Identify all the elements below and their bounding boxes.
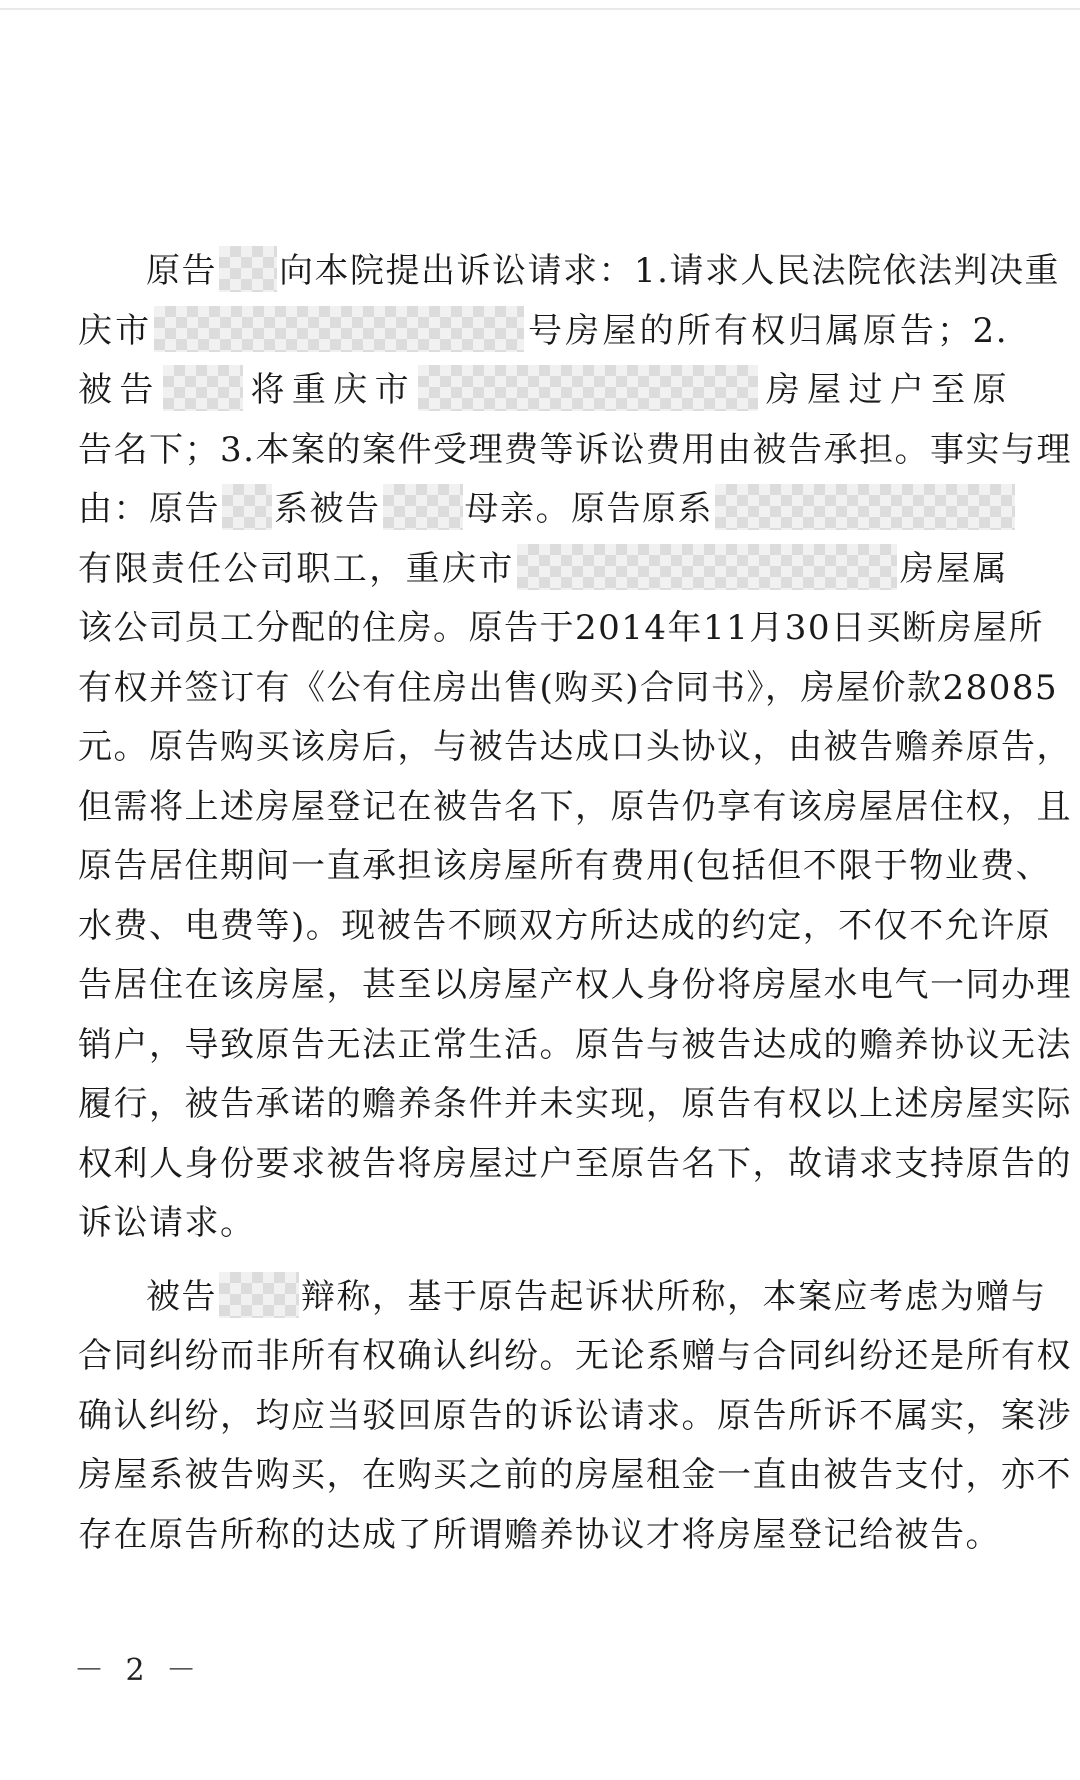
text-line: 原告居住期间一直承担该房屋所有费用(包括但不限于物业费、 [78, 846, 1052, 886]
redacted-name [222, 484, 272, 530]
text-line: 告名下；3.本案的案件受理费等诉讼费用由被告承担。事实与理 [78, 429, 1072, 470]
text-line: 该公司员工分配的住房。原告于2014年11月30日买断房屋所 [78, 608, 1045, 648]
text-line: 由：原告 系被告 母亲。原告原系 [78, 480, 1008, 540]
text-line: 销户，导致原告无法正常生活。原告与被告达成的赡养协议无法 [78, 1024, 1072, 1065]
text-line: 房屋系被告购买，在购买之前的房屋租金一直由被告支付，亦不 [78, 1455, 1072, 1495]
redacted-name [383, 484, 463, 530]
text-line: 被告 辩称，基于原告起诉状所称，本案应考虑为赠与 [78, 1268, 1008, 1328]
text-line: 被告 将重庆市 房屋过户至原 [78, 361, 1008, 421]
text-line: 合同纠纷而非所有权确认纠纷。无论系赠与合同纠纷还是所有权 [78, 1336, 1072, 1376]
plaintiff-claim-paragraph [78, 242, 1072, 1254]
text-line: 元。原告购买该房后，与被告达成口头协议，由被告赡养原告， [78, 727, 1072, 767]
text-line: 有限责任公司职工，重庆市 房屋属 [78, 540, 1008, 600]
redacted-name [219, 246, 277, 292]
text-line: 存在原告所称的达成了所谓赡养协议才将房屋登记给被告。 [78, 1514, 1001, 1555]
text-line: 履行，被告承诺的赡养条件并未实现，原告有权以上述房屋实际 [78, 1084, 1072, 1124]
redacted-address [517, 544, 897, 590]
redacted-address [418, 365, 758, 411]
defendant-response-paragraph [78, 1268, 1072, 1566]
text-line: 诉讼请求。 [78, 1203, 256, 1243]
top-border [0, 8, 1080, 10]
redacted-name [163, 365, 243, 411]
text-line: 确认纠纷，均应当驳回原告的诉讼请求。原告所诉不属实，案涉 [78, 1395, 1072, 1436]
text-line: 水费、电费等)。现被告不顾双方所达成的约定，不仅不允许原 [78, 905, 1052, 946]
redacted-company [715, 484, 1015, 530]
document-body [78, 242, 1072, 1565]
redacted-name [219, 1272, 299, 1318]
text-line: 但需将上述房屋登记在被告名下，原告仍享有该房屋居住权，且 [78, 786, 1072, 827]
text-line: 原告 向本院提出诉讼请求：1.请求人民法院依法判决重 [78, 242, 1008, 302]
text-line: 庆市 号房屋的所有权归属原告；2. [78, 302, 1008, 362]
text-line: 有权并签订有《公有住房出售(购买)合同书》，房屋价款28085 [78, 667, 1059, 708]
text-line: 权利人身份要求被告将房屋过户至原告名下，故请求支持原告的 [78, 1143, 1072, 1184]
page-number: － 2 － [74, 1653, 203, 1688]
text-line: 告居住在该房屋，甚至以房屋产权人身份将房屋水电气一同办理 [78, 965, 1072, 1005]
redacted-address [154, 306, 524, 352]
